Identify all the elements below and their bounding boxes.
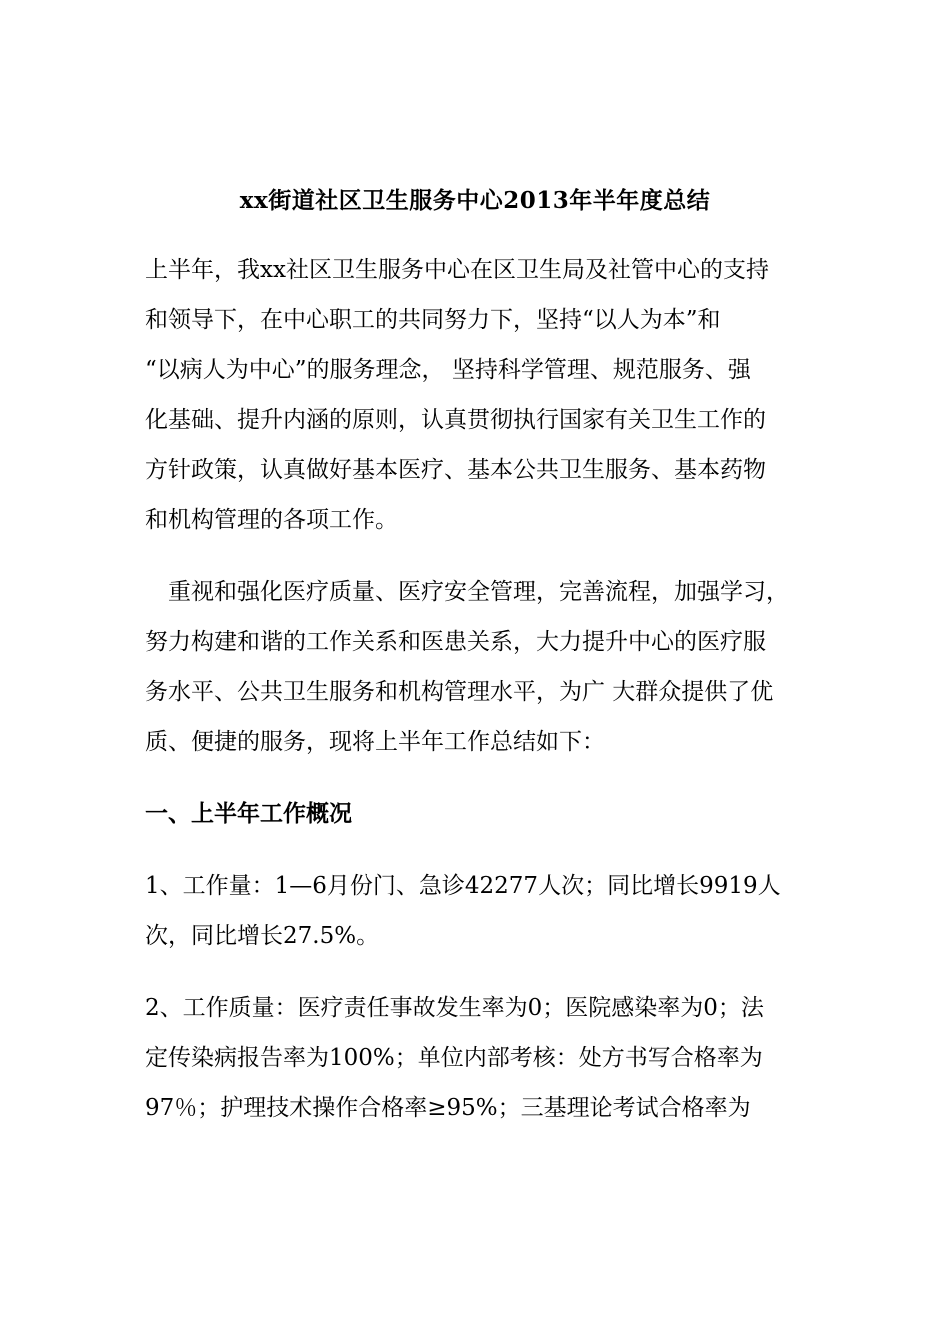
paragraph1-line-5: 方针政策，认真做好基本医疗、基本公共卫生服务、基本药物 [145,457,766,483]
paragraph2-line-4: 质、便捷的服务，现将上半年工作总结如下： [145,729,605,755]
paragraph1-line-4: 化基础、提升内涵的原则，认真贯彻执行国家有关卫生工作的 [145,407,766,433]
section1-heading: 一、上半年工作概况 [145,800,352,827]
paragraph1-line-1: 上半年，我xx社区卫生服务中心在区卫生局及社管中心的支持 [145,257,769,283]
paragraph1-line-2: 和领导下，在中心职工的共同努力下，坚持“以人为本”和 [145,307,721,333]
item2-line-3: 97％；护理技术操作合格率≥95%；三基理论考试合格率为 [145,1095,751,1121]
paragraph2-line-3: 务水平、公共卫生服务和机构管理水平，为广 大群众提供了优 [145,679,774,705]
document-title: xx街道社区卫生服务中心2013年半年度总结 [239,187,711,214]
paragraph2-line-1: 重视和强化医疗质量、医疗安全管理，完善流程，加强学习， [145,579,789,605]
item2-line-1: 2、工作质量：医疗责任事故发生率为0；医院感染率为0；法 [145,995,764,1021]
item2-line-2: 定传染病报告率为100%；单位内部考核：处方书写合格率为 [145,1045,763,1071]
item1-line-2: 次，同比增长27.5%。 [145,923,380,949]
paragraph1-line-3: “以病人为中心”的服务理念， 坚持科学管理、规范服务、强 [145,357,751,383]
paragraph1-line-6: 和机构管理的各项工作。 [145,507,398,533]
item1-line-1: 1、工作量：1—6月份门、急诊42277人次；同比增长9919人 [145,873,781,899]
paragraph2-line-2: 努力构建和谐的工作关系和医患关系，大力提升中心的医疗服 [145,629,766,655]
